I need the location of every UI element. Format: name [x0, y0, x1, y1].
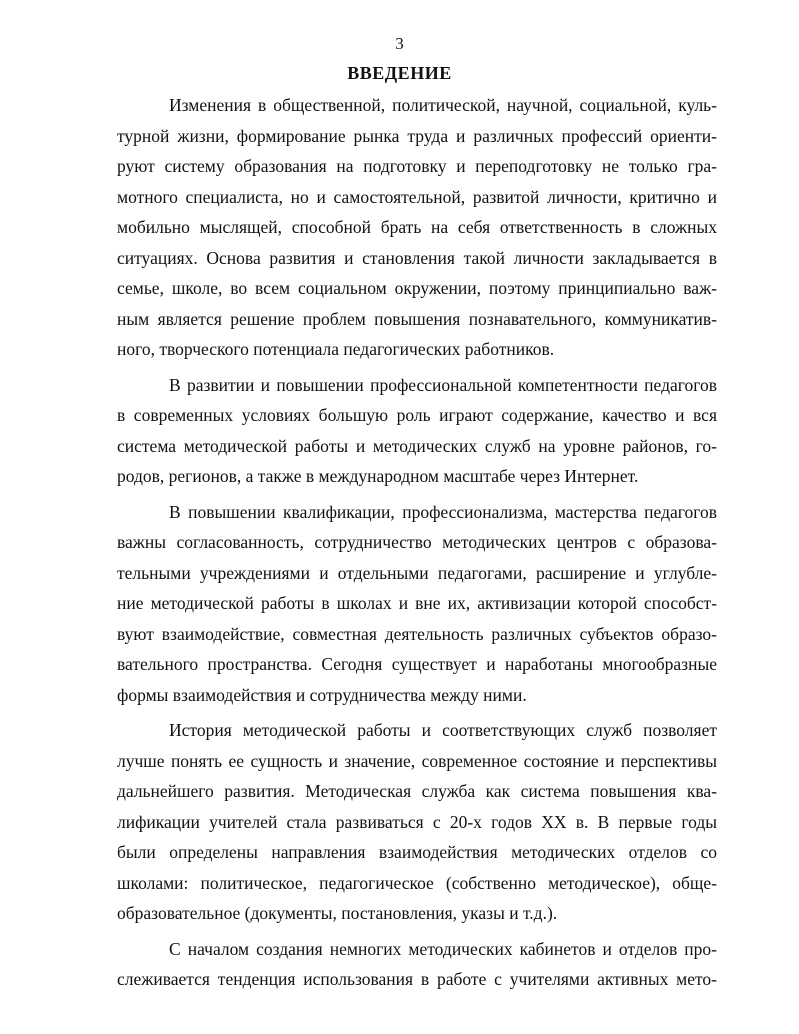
paragraph-4: [117, 715, 717, 929]
text-line: мобильно мыслящей, способной брать на себя ответственность в сложных: [117, 217, 717, 237]
paragraph-2: [117, 370, 717, 492]
text-line: лучше понять ее сущность и значение, современное состояние и перспективы: [117, 750, 717, 771]
paragraph-1: [117, 90, 717, 365]
text-line: школами: политическое, педагогическое (собственно методическое), обще-: [117, 872, 717, 893]
text-line: были определены направления взаимодействия методических отделов со: [117, 842, 717, 862]
body-text: [117, 90, 717, 1000]
text-line: лификации учителей стала развиваться с 20-х годов XX в. В первые годы: [117, 811, 717, 832]
text-line: В повышении квалификации, профессионализма, мастерства педагогов: [169, 501, 717, 522]
text-line: В развитии и повышении профессиональной компетентности педагогов: [169, 374, 717, 395]
text-line: важны согласованность, сотрудничество методических центров с образова-: [117, 532, 717, 552]
text-line: вуют взаимодействие, совместная деятельность различных субъектов образо-: [117, 623, 717, 644]
text-line: вательного пространства. Сегодня существует и наработаны многообразные: [117, 654, 717, 674]
text-line: родов, регионов, а также в международном масштабе через Интернет.: [117, 466, 639, 486]
text-line: ние методической работы в школах и вне их, активизации которой способст-: [117, 593, 717, 613]
text-line: семье, школе, во всем социальном окружении, поэтому принципиально важ-: [117, 278, 717, 298]
text-line: История методической работы и соответствующих служб позволяет: [169, 720, 717, 740]
text-line: ным является решение проблем повышения познавательного, коммуникатив-: [117, 308, 717, 329]
text-line: мотного специалиста, но и самостоятельной, развитой личности, критично и: [117, 186, 717, 207]
paragraph-5: [117, 934, 717, 995]
text-line: ного, творческого потенциала педагогических работников.: [117, 339, 555, 359]
text-line: дальнейшего развития. Методическая служба как система повышения ква-: [117, 781, 717, 801]
text-line: образовательное (документы, постановления, указы и т.д.).: [117, 903, 558, 923]
paragraph-3: [117, 497, 717, 711]
text-line: ситуациях. Основа развития и становления такой личности закладывается в: [117, 247, 717, 268]
page-number: 3: [395, 34, 404, 53]
section-title: ВВЕДЕНИЕ: [347, 63, 452, 83]
text-line: Изменения в общественной, политической, научной, социальной, куль-: [169, 95, 717, 115]
text-line: турной жизни, формирование рынка труда и различных профессий ориенти-: [117, 125, 717, 146]
text-line: формы взаимодействия и сотрудничества между ними.: [117, 684, 527, 705]
text-line: С началом создания немногих методических кабинетов и отделов про-: [169, 938, 717, 959]
text-line: слеживается тенденция использования в работе с учителями активных мето-: [117, 969, 717, 989]
text-line: тельными учреждениями и отдельными педагогами, расширение и углубле-: [117, 562, 717, 583]
text-line: руют систему образования на подготовку и переподготовку не только гра-: [117, 156, 717, 176]
text-line: в современных условиях большую роль играют содержание, качество и вся: [117, 405, 717, 425]
text-line: система методической работы и методических служб на уровне районов, го-: [117, 435, 717, 456]
